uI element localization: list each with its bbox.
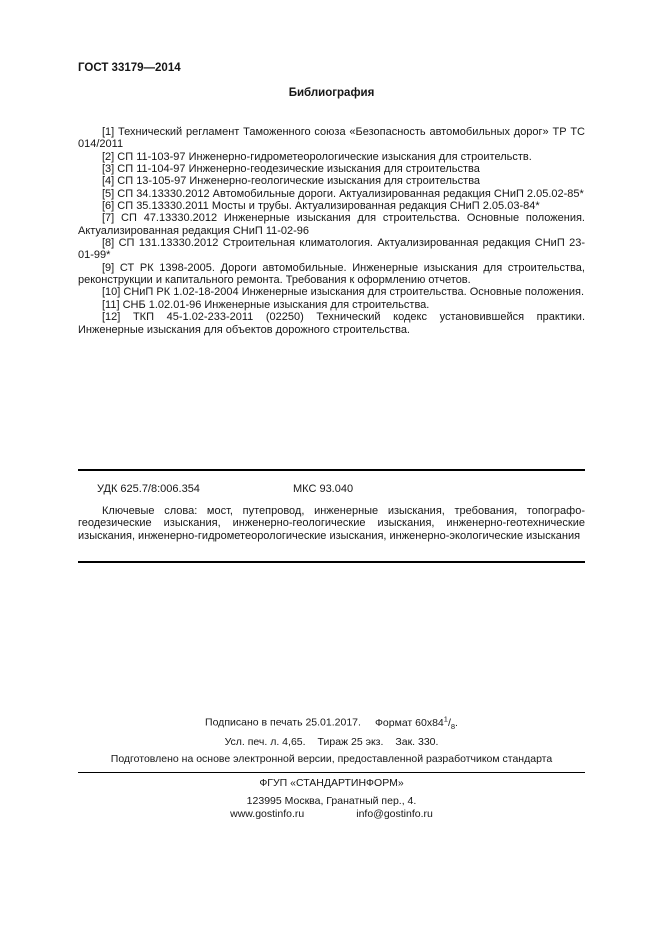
codes-row [78, 483, 585, 497]
bibliography-item: [8] СП 131.13330.2012 Строительная климатология. Актуализированная редакция СНиП 23-01-99* [78, 237, 585, 262]
keywords-paragraph: Ключевые слова: мост, путепровод, инженерные изыскания, требования, топографо-геодезические изыскания, инженерно-геологические изыскания, инженерно-геотехнические изыскания, инженерно-гидрометеорологические изыскания, инженерно-экологические изыскания [78, 505, 585, 542]
bibliography-item: [1] Технический регламент Таможенного союза «Безопасность автомобильных дорог» ТР ТС 014/2011 [78, 126, 585, 151]
bibliography-list [78, 126, 585, 336]
publisher-email: info@gostinfo.ru [356, 808, 433, 820]
bibliography-item: [6] СП 35.13330.2011 Мосты и трубы. Актуализированная редакция СНиП 2.05.03-84* [102, 200, 540, 213]
bibliography-item: [10] СНиП РК 1.02-18-2004 Инженерные изыскания для строительства. Основные положения. [102, 286, 585, 299]
conv-printed-sheets: Усл. печ. л. 4,65. [224, 736, 306, 748]
horizontal-rule-top [78, 469, 585, 471]
bibliography-item: [9] СТ РК 1398-2005. Дороги автомобильные. Инженерные изыскания для строительства, реконструкции и капитального ремонта. Требования к оформлению отчетов. [78, 261, 585, 287]
bibliography-item: [7] СП 47.13330.2012 Инженерные изыскания для строительства. Основные положения. Актуализированная редакция СНиП 11-02-96 [78, 212, 585, 237]
paper-format: Формат $60х84^1/_8$. [374, 714, 458, 731]
horizontal-rule-bottom [78, 561, 585, 563]
publisher-website: www.gostinfo.ru [230, 808, 305, 820]
colophon-print-line [78, 714, 585, 731]
bibliography-item: [3] СП 11-104-97 Инженерно-геодезические изыскания для строительства [102, 163, 480, 176]
horizontal-rule-footer [78, 772, 585, 773]
publisher-contacts [78, 808, 585, 820]
colophon-edition-line [78, 736, 585, 748]
bibliography-item: [11] СНБ 1.02.01-96 Инженерные изыскания для строительства. [102, 298, 430, 311]
colophon-prepared-note: Подготовлено на основе электронной версии, предоставленной разработчиком стандарта [110, 753, 553, 765]
bibliography-item: [5] СП 34.13330.2012 Автомобильные дороги. Актуализированная редакция СНиП 2.05.02-85* [102, 187, 584, 200]
circulation: Тираж 25 экз. [317, 736, 384, 748]
signed-to-print: Подписано в печать 25.01.2017. [205, 716, 361, 729]
udk-code: УДК 625.7/8:006.354 [97, 483, 200, 495]
doc-number: ГОСТ 33179—2014 [78, 62, 181, 74]
bibliography-item: [2] СП 11-103-97 Инженерно-гидрометеорологические изыскания для строительств. [102, 150, 532, 163]
order-number: Зак. 330. [395, 736, 439, 748]
publisher-name: ФГУП «СТАНДАРТИНФОРМ» [259, 777, 404, 789]
mks-code: МКС 93.040 [293, 483, 354, 495]
bibliography-item: [4] СП 13-105-97 Инженерно-геологические изыскания для строительства [102, 175, 481, 188]
publisher-address: 123995 Москва, Гранатный пер., 4. [246, 795, 417, 807]
page-title: Библиография [288, 87, 375, 99]
bibliography-item: [12] ТКП 45-1.02-233-2011 (02250) Технический кодекс установившейся практики. Инженерные изыскания для объектов дорожного строительства. [78, 311, 585, 336]
